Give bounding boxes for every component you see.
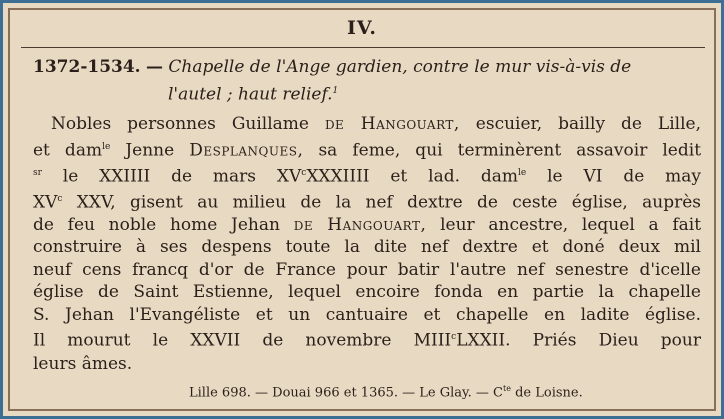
text-line-10 xyxy=(33,326,701,352)
text-segment: et dam xyxy=(33,140,103,161)
text-segment: leur ancestre, lequel a fait xyxy=(440,214,702,235)
text-superscript: le xyxy=(518,167,527,178)
text-smallcaps: de Hangouart, xyxy=(324,114,460,134)
text-superscript: c xyxy=(301,167,307,178)
text-segment: XXXIIII et lad. dam xyxy=(306,166,518,187)
source-references xyxy=(189,384,583,400)
text-superscript: le xyxy=(102,141,111,152)
sources-text: Lille 698. — Douai 966 et 1365. — Le Glay. — C xyxy=(189,385,503,401)
text-line-6: construire à ses despens toute la dite nef dextre et doné deux mil xyxy=(33,237,701,258)
text-line-3 xyxy=(33,162,701,188)
entry-title-line2 xyxy=(33,79,701,107)
entry-title-line1: Chapelle de l'Ange gardien, contre le mur vis-à-vis de xyxy=(168,57,632,77)
sources-superscript: te xyxy=(503,384,511,393)
text-segment: de feu noble home Jehan xyxy=(33,214,280,235)
text-segment: Jenne xyxy=(125,140,175,161)
inscription-text xyxy=(33,113,701,375)
text-line-4 xyxy=(33,188,701,214)
text-segment: escuier, bailly de Lille, xyxy=(475,114,701,134)
text-line-11: leurs âmes. xyxy=(33,353,133,374)
text-line-2 xyxy=(33,136,701,162)
text-line-5 xyxy=(33,214,701,237)
text-segment: XXV, gisent au milieu de la nef dextre de ceste église, auprès xyxy=(76,192,702,213)
entry-date: 1372-1534. xyxy=(33,57,141,77)
heading-dash: — xyxy=(146,57,164,77)
text-smallcaps: de Hangouart, xyxy=(293,214,427,235)
sources-text-end: de Loisne. xyxy=(510,385,583,401)
entry-title-line2-text: l'autel ; haut relief. xyxy=(168,84,333,105)
text-segment: LXXII. Priés Dieu pour xyxy=(456,331,701,352)
text-smallcaps: Desplanques, xyxy=(189,140,304,161)
text-segment: sa feme, qui terminèrent assavoir ledit xyxy=(318,140,702,161)
text-segment: Il mourut le XXVII de novembre MIII xyxy=(33,331,452,352)
text-superscript: sr xyxy=(33,167,42,178)
footnote-mark: 1 xyxy=(332,86,339,96)
text-superscript: c xyxy=(451,332,457,343)
text-superscript: c xyxy=(57,193,63,204)
entry-heading xyxy=(33,55,701,107)
text-segment: XV xyxy=(33,192,58,213)
text-line-1 xyxy=(33,113,701,136)
text-line-9: S. Jehan l'Evangéliste et un cantuaire et chapelle en ladite église. xyxy=(33,304,701,325)
text-segment: le XXIIII de mars XV xyxy=(62,166,302,187)
horizontal-rule xyxy=(21,47,705,48)
section-numeral: IV. xyxy=(347,17,377,39)
text-segment: le VI de may xyxy=(547,166,701,187)
text-line-7: neuf cens francq d'or de France pour batir l'autre nef senestre d'icelle xyxy=(33,259,701,280)
text-line-8: église de Saint Estienne, lequel encoire fonda en partie la chapelle xyxy=(33,282,701,303)
text-segment: Nobles personnes Guillame xyxy=(51,114,309,134)
